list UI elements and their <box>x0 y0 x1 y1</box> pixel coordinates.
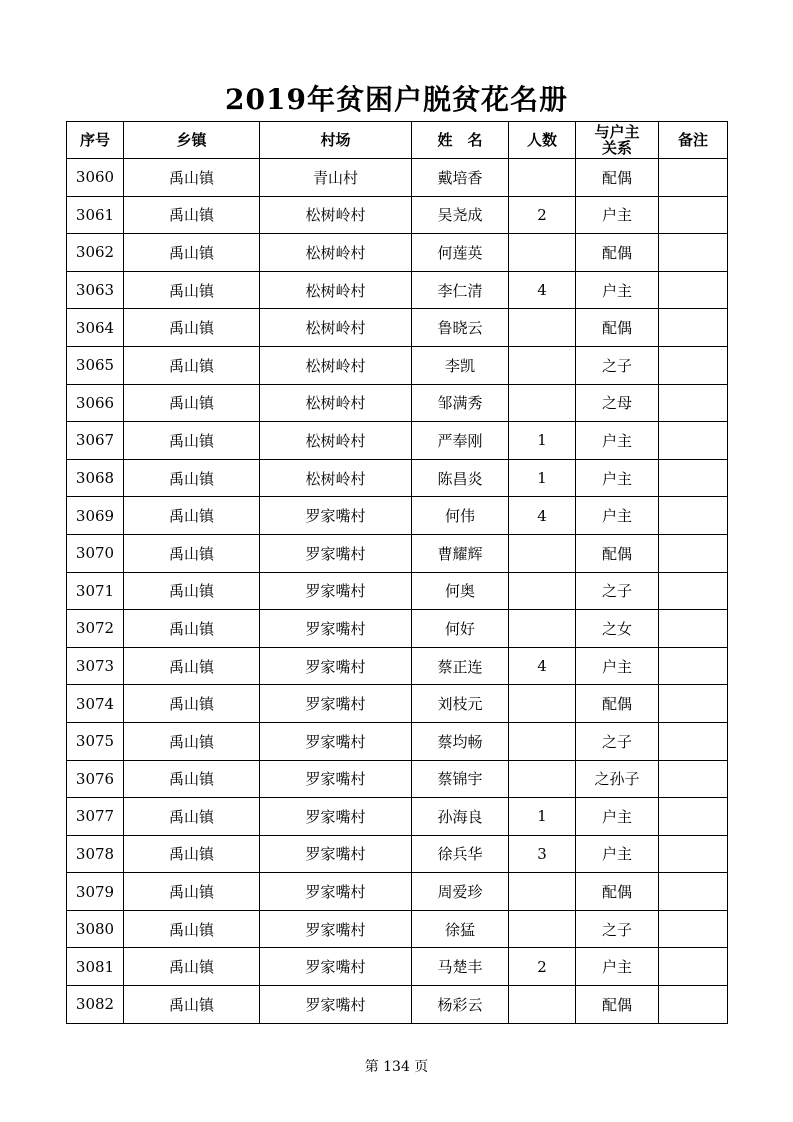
table-row <box>67 459 728 497</box>
cell-count <box>509 760 576 798</box>
cell-count <box>509 910 576 948</box>
cell-village: 罗家嘴村 <box>260 534 412 572</box>
table-row <box>67 534 728 572</box>
cell-relation: 户主 <box>576 422 659 460</box>
cell-village: 罗家嘴村 <box>260 497 412 535</box>
cell-name: 李仁清 <box>412 271 509 309</box>
cell-village: 松树岭村 <box>260 271 412 309</box>
cell-village: 罗家嘴村 <box>260 986 412 1024</box>
cell-remark <box>659 722 728 760</box>
cell-seq: 3060 <box>67 159 124 197</box>
cell-town: 禹山镇 <box>124 234 260 272</box>
cell-remark <box>659 760 728 798</box>
cell-relation: 户主 <box>576 271 659 309</box>
table-row <box>67 835 728 873</box>
cell-seq: 3064 <box>67 309 124 347</box>
cell-seq: 3071 <box>67 572 124 610</box>
table-row <box>67 346 728 384</box>
cell-seq: 3081 <box>67 948 124 986</box>
cell-relation: 户主 <box>576 647 659 685</box>
table-row <box>67 760 728 798</box>
cell-relation: 配偶 <box>576 159 659 197</box>
cell-count <box>509 309 576 347</box>
page-number: 第 134 页 <box>364 1059 429 1075</box>
cell-village: 罗家嘴村 <box>260 910 412 948</box>
cell-name: 曹耀辉 <box>412 534 509 572</box>
cell-remark <box>659 910 728 948</box>
header-row <box>67 122 728 159</box>
table-row <box>67 234 728 272</box>
cell-seq: 3066 <box>67 384 124 422</box>
cell-name: 杨彩云 <box>412 986 509 1024</box>
cell-count <box>509 685 576 723</box>
table-row <box>67 873 728 911</box>
cell-relation: 配偶 <box>576 873 659 911</box>
cell-remark <box>659 572 728 610</box>
cell-name: 李凯 <box>412 346 509 384</box>
table-row <box>67 384 728 422</box>
cell-remark <box>659 873 728 911</box>
cell-remark <box>659 346 728 384</box>
cell-village: 松树岭村 <box>260 422 412 460</box>
cell-seq: 3069 <box>67 497 124 535</box>
cell-town: 禹山镇 <box>124 346 260 384</box>
cell-remark <box>659 986 728 1024</box>
header-relation <box>576 122 659 159</box>
cell-count <box>509 986 576 1024</box>
cell-count <box>509 234 576 272</box>
cell-name: 徐猛 <box>412 910 509 948</box>
cell-name: 邹满秀 <box>412 384 509 422</box>
cell-seq: 3070 <box>67 534 124 572</box>
cell-town: 禹山镇 <box>124 384 260 422</box>
cell-remark <box>659 497 728 535</box>
cell-remark <box>659 159 728 197</box>
table-row <box>67 572 728 610</box>
roster-table <box>66 121 728 1024</box>
cell-town: 禹山镇 <box>124 159 260 197</box>
cell-name: 周爱珍 <box>412 873 509 911</box>
cell-relation: 配偶 <box>576 986 659 1024</box>
cell-town: 禹山镇 <box>124 986 260 1024</box>
cell-village: 罗家嘴村 <box>260 760 412 798</box>
cell-relation: 之女 <box>576 610 659 648</box>
document-title: 2019年贫困户脱贫花名册 <box>225 83 568 116</box>
cell-relation: 配偶 <box>576 234 659 272</box>
cell-remark <box>659 685 728 723</box>
cell-seq: 3062 <box>67 234 124 272</box>
cell-remark <box>659 196 728 234</box>
cell-count: 1 <box>509 459 576 497</box>
cell-name: 何好 <box>412 610 509 648</box>
cell-village: 松树岭村 <box>260 234 412 272</box>
table-row <box>67 986 728 1024</box>
cell-remark <box>659 798 728 836</box>
table-row <box>67 685 728 723</box>
cell-town: 禹山镇 <box>124 459 260 497</box>
cell-relation: 之孙子 <box>576 760 659 798</box>
cell-seq: 3077 <box>67 798 124 836</box>
header-seq: 序号 <box>67 122 124 159</box>
cell-name: 徐兵华 <box>412 835 509 873</box>
cell-count: 2 <box>509 948 576 986</box>
cell-town: 禹山镇 <box>124 798 260 836</box>
table-row <box>67 647 728 685</box>
cell-seq: 3072 <box>67 610 124 648</box>
cell-remark <box>659 271 728 309</box>
cell-relation: 之子 <box>576 346 659 384</box>
cell-count: 4 <box>509 647 576 685</box>
cell-seq: 3063 <box>67 271 124 309</box>
cell-remark <box>659 647 728 685</box>
cell-relation: 之子 <box>576 722 659 760</box>
cell-remark <box>659 234 728 272</box>
header-town: 乡镇 <box>124 122 260 159</box>
table-row <box>67 422 728 460</box>
table-row <box>67 309 728 347</box>
cell-seq: 3079 <box>67 873 124 911</box>
cell-relation: 户主 <box>576 948 659 986</box>
cell-village: 罗家嘴村 <box>260 610 412 648</box>
cell-town: 禹山镇 <box>124 948 260 986</box>
cell-seq: 3078 <box>67 835 124 873</box>
cell-village: 松树岭村 <box>260 459 412 497</box>
cell-town: 禹山镇 <box>124 685 260 723</box>
cell-name: 孙海良 <box>412 798 509 836</box>
cell-town: 禹山镇 <box>124 610 260 648</box>
cell-name: 马楚丰 <box>412 948 509 986</box>
cell-count <box>509 159 576 197</box>
cell-village: 罗家嘴村 <box>260 873 412 911</box>
cell-seq: 3073 <box>67 647 124 685</box>
header-count: 人数 <box>509 122 576 159</box>
cell-relation: 户主 <box>576 497 659 535</box>
cell-count <box>509 534 576 572</box>
cell-seq: 3082 <box>67 986 124 1024</box>
cell-count: 4 <box>509 271 576 309</box>
cell-relation: 之母 <box>576 384 659 422</box>
cell-count <box>509 873 576 911</box>
cell-relation: 之子 <box>576 572 659 610</box>
cell-remark <box>659 459 728 497</box>
cell-remark <box>659 422 728 460</box>
cell-count <box>509 346 576 384</box>
table-row <box>67 948 728 986</box>
cell-village: 松树岭村 <box>260 384 412 422</box>
table-body <box>67 159 728 1024</box>
cell-relation: 之子 <box>576 910 659 948</box>
cell-town: 禹山镇 <box>124 309 260 347</box>
cell-relation: 配偶 <box>576 685 659 723</box>
cell-village: 罗家嘴村 <box>260 798 412 836</box>
cell-relation: 户主 <box>576 835 659 873</box>
cell-remark <box>659 610 728 648</box>
cell-town: 禹山镇 <box>124 760 260 798</box>
cell-remark <box>659 384 728 422</box>
cell-village: 松树岭村 <box>260 309 412 347</box>
cell-village: 松树岭村 <box>260 196 412 234</box>
cell-village: 罗家嘴村 <box>260 722 412 760</box>
cell-seq: 3065 <box>67 346 124 384</box>
table-row <box>67 722 728 760</box>
cell-village: 罗家嘴村 <box>260 835 412 873</box>
cell-relation: 配偶 <box>576 534 659 572</box>
cell-village: 罗家嘴村 <box>260 572 412 610</box>
cell-town: 禹山镇 <box>124 196 260 234</box>
header-village: 村场 <box>260 122 412 159</box>
cell-name: 蔡均畅 <box>412 722 509 760</box>
cell-name: 严奉刚 <box>412 422 509 460</box>
table-row <box>67 798 728 836</box>
cell-remark <box>659 534 728 572</box>
cell-relation: 户主 <box>576 196 659 234</box>
cell-town: 禹山镇 <box>124 647 260 685</box>
cell-name: 陈昌炎 <box>412 459 509 497</box>
cell-count: 4 <box>509 497 576 535</box>
cell-town: 禹山镇 <box>124 835 260 873</box>
cell-count: 1 <box>509 422 576 460</box>
cell-name: 刘枝元 <box>412 685 509 723</box>
cell-village: 罗家嘴村 <box>260 647 412 685</box>
cell-seq: 3074 <box>67 685 124 723</box>
cell-town: 禹山镇 <box>124 271 260 309</box>
table-row <box>67 610 728 648</box>
cell-remark <box>659 948 728 986</box>
cell-seq: 3080 <box>67 910 124 948</box>
cell-name: 蔡锦宇 <box>412 760 509 798</box>
cell-town: 禹山镇 <box>124 422 260 460</box>
cell-relation: 户主 <box>576 459 659 497</box>
header-name: 姓 名 <box>412 122 509 159</box>
table-row <box>67 196 728 234</box>
cell-village: 青山村 <box>260 159 412 197</box>
cell-town: 禹山镇 <box>124 910 260 948</box>
cell-remark <box>659 309 728 347</box>
cell-count <box>509 610 576 648</box>
cell-seq: 3076 <box>67 760 124 798</box>
cell-town: 禹山镇 <box>124 572 260 610</box>
cell-count <box>509 722 576 760</box>
cell-town: 禹山镇 <box>124 722 260 760</box>
cell-seq: 3061 <box>67 196 124 234</box>
cell-town: 禹山镇 <box>124 873 260 911</box>
cell-count: 2 <box>509 196 576 234</box>
table-row <box>67 910 728 948</box>
cell-remark <box>659 835 728 873</box>
cell-name: 蔡正连 <box>412 647 509 685</box>
cell-seq: 3075 <box>67 722 124 760</box>
cell-name: 鲁晓云 <box>412 309 509 347</box>
table-row <box>67 497 728 535</box>
cell-name: 吴尧成 <box>412 196 509 234</box>
cell-count <box>509 572 576 610</box>
cell-town: 禹山镇 <box>124 534 260 572</box>
cell-town: 禹山镇 <box>124 497 260 535</box>
table-row <box>67 159 728 197</box>
cell-name: 何莲英 <box>412 234 509 272</box>
cell-village: 松树岭村 <box>260 346 412 384</box>
table-row <box>67 271 728 309</box>
cell-count: 1 <box>509 798 576 836</box>
cell-seq: 3067 <box>67 422 124 460</box>
header-remark: 备注 <box>659 122 728 159</box>
cell-name: 戴培香 <box>412 159 509 197</box>
cell-count <box>509 384 576 422</box>
cell-name: 何奥 <box>412 572 509 610</box>
cell-relation: 户主 <box>576 798 659 836</box>
cell-village: 罗家嘴村 <box>260 685 412 723</box>
cell-village: 罗家嘴村 <box>260 948 412 986</box>
cell-relation: 配偶 <box>576 309 659 347</box>
cell-name: 何伟 <box>412 497 509 535</box>
header-relation-line2: 关系 <box>601 139 632 157</box>
cell-count: 3 <box>509 835 576 873</box>
header-relation-line1: 与户主 <box>594 123 640 141</box>
cell-seq: 3068 <box>67 459 124 497</box>
